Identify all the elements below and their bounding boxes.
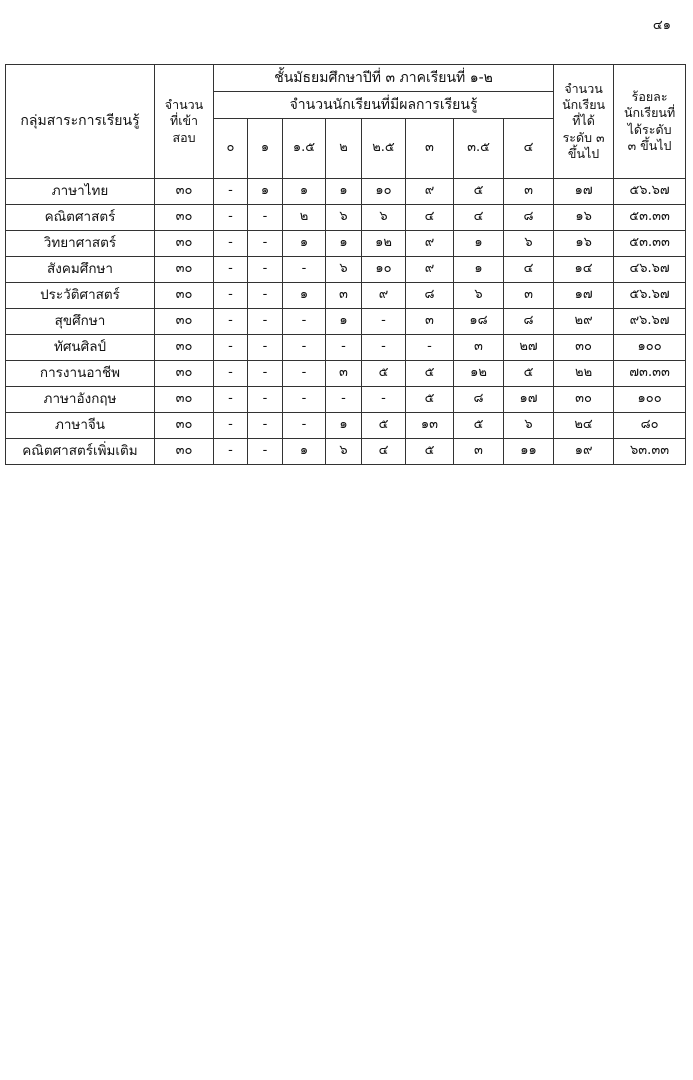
grade-header: ๔ — [504, 119, 554, 179]
grade-count-cell: ๑ — [283, 231, 326, 257]
table-row — [6, 413, 686, 439]
grade-count-cell: ๕ — [504, 361, 554, 387]
level-title-header: ชั้นมัธยมศึกษาปีที่ ๓ ภาคเรียนที่ ๑-๒ — [214, 65, 554, 92]
grade-count-cell: - — [214, 439, 248, 465]
subject-cell: ประวัติศาสตร์ — [6, 283, 155, 309]
page-number: ๔๑ — [652, 18, 671, 33]
grade-count-cell: ๕ — [406, 361, 454, 387]
tested-cell: ๓๐ — [155, 179, 214, 205]
grade-count-cell: ๔ — [362, 439, 406, 465]
subject-cell: คณิตศาสตร์ — [6, 205, 155, 231]
grade-count-cell: ๖ — [326, 257, 362, 283]
table-row — [6, 257, 686, 283]
subject-cell: ภาษาอังกฤษ — [6, 387, 155, 413]
grade-count-cell: - — [362, 309, 406, 335]
table-row — [6, 439, 686, 465]
grade-count-cell: - — [283, 335, 326, 361]
grade-count-cell: ๕ — [362, 413, 406, 439]
subject-cell: ทัศนศิลป์ — [6, 335, 155, 361]
grade-count-cell: - — [248, 361, 283, 387]
grade-header: ๓.๕ — [454, 119, 504, 179]
grade-count-cell: ๑๑ — [504, 439, 554, 465]
grade-count-cell: - — [248, 205, 283, 231]
percent-level3-cell: ๘๐ — [614, 413, 686, 439]
count-level3-cell: ๑๔ — [554, 257, 614, 283]
subject-cell: สังคมศึกษา — [6, 257, 155, 283]
table-row — [6, 283, 686, 309]
grade-distribution-table — [5, 64, 686, 465]
grade-count-cell: ๑๘ — [454, 309, 504, 335]
grade-header: ๒.๕ — [362, 119, 406, 179]
grade-count-cell: - — [214, 387, 248, 413]
grade-count-cell: ๓ — [504, 179, 554, 205]
tested-cell: ๓๐ — [155, 257, 214, 283]
grade-count-cell: ๙ — [406, 231, 454, 257]
percent-level3-cell: ๕๓.๓๓ — [614, 231, 686, 257]
grade-count-cell: ๖ — [454, 283, 504, 309]
percent-level3-cell: ๔๖.๖๗ — [614, 257, 686, 283]
grade-count-cell: ๓ — [406, 309, 454, 335]
grade-count-cell: ๓ — [326, 283, 362, 309]
grade-count-cell: - — [248, 231, 283, 257]
grade-count-cell: ๓ — [454, 439, 504, 465]
grade-count-cell: ๕ — [454, 413, 504, 439]
grade-count-cell: ๒๗ — [504, 335, 554, 361]
subject-cell: ภาษาจีน — [6, 413, 155, 439]
grade-count-cell: ๑ — [248, 179, 283, 205]
table-row — [6, 387, 686, 413]
count-level3-cell: ๑๖ — [554, 205, 614, 231]
count-level3-cell: ๒๙ — [554, 309, 614, 335]
grade-count-cell: ๑๒ — [454, 361, 504, 387]
grade-count-cell: ๕ — [406, 439, 454, 465]
percent-level3-header: ร้อยละ นักเรียนที่ ได้ระดับ ๓ ขึ้นไป — [614, 65, 686, 179]
grade-count-cell: - — [248, 309, 283, 335]
grade-count-cell: ๑ — [454, 257, 504, 283]
grade-count-cell: ๖ — [326, 439, 362, 465]
tested-cell: ๓๐ — [155, 283, 214, 309]
grade-count-cell: - — [248, 283, 283, 309]
subject-cell: วิทยาศาสตร์ — [6, 231, 155, 257]
grade-count-cell: ๕ — [406, 387, 454, 413]
tested-cell: ๓๐ — [155, 387, 214, 413]
grade-count-cell: - — [214, 413, 248, 439]
subject-cell: คณิตศาสตร์เพิ่มเติม — [6, 439, 155, 465]
grade-count-cell: ๑ — [283, 283, 326, 309]
percent-level3-cell: ๗๓.๓๓ — [614, 361, 686, 387]
grade-count-cell: ๑๐ — [362, 179, 406, 205]
grade-count-cell: ๙ — [362, 283, 406, 309]
grade-count-cell: ๑๓ — [406, 413, 454, 439]
table-row — [6, 309, 686, 335]
grade-count-cell: - — [214, 179, 248, 205]
tested-cell: ๓๐ — [155, 309, 214, 335]
grade-count-cell: - — [283, 257, 326, 283]
grade-count-cell: - — [214, 231, 248, 257]
grade-count-cell: ๑ — [326, 231, 362, 257]
tested-cell: ๓๐ — [155, 231, 214, 257]
count-level3-cell: ๑๙ — [554, 439, 614, 465]
subject-cell: สุขศึกษา — [6, 309, 155, 335]
grade-count-cell: ๑ — [283, 439, 326, 465]
grade-header: ๑ — [248, 119, 283, 179]
table-row — [6, 335, 686, 361]
grade-count-cell: ๖ — [504, 413, 554, 439]
grade-count-cell: ๔ — [406, 205, 454, 231]
count-level3-cell: ๑๗ — [554, 283, 614, 309]
count-level3-cell: ๑๗ — [554, 179, 614, 205]
grade-count-cell: ๑๒ — [362, 231, 406, 257]
subject-header: กลุ่มสาระการเรียนรู้ — [6, 65, 155, 179]
grade-count-cell: - — [248, 439, 283, 465]
count-level3-header: จำนวน นักเรียน ที่ได้ ระดับ ๓ ขึ้นไป — [554, 65, 614, 179]
grade-count-cell: - — [283, 413, 326, 439]
grade-count-cell: ๖ — [362, 205, 406, 231]
grade-count-cell: - — [406, 335, 454, 361]
grade-count-cell: - — [214, 309, 248, 335]
tested-cell: ๓๐ — [155, 439, 214, 465]
grade-count-cell: - — [248, 413, 283, 439]
grade-count-cell: - — [326, 387, 362, 413]
grade-count-cell: ๖ — [326, 205, 362, 231]
grade-count-cell: ๑ — [283, 179, 326, 205]
grade-count-cell: - — [283, 387, 326, 413]
grade-count-cell: ๙ — [406, 257, 454, 283]
grade-count-cell: ๘ — [504, 205, 554, 231]
percent-level3-cell: ๕๖.๖๗ — [614, 179, 686, 205]
grade-header: ๑.๕ — [283, 119, 326, 179]
grade-count-cell: ๙ — [406, 179, 454, 205]
grade-count-cell: ๔ — [454, 205, 504, 231]
grade-header: ๐ — [214, 119, 248, 179]
grade-count-cell: ๑๗ — [504, 387, 554, 413]
grade-count-cell: - — [362, 335, 406, 361]
percent-level3-cell: ๑๐๐ — [614, 335, 686, 361]
grade-count-cell: - — [283, 309, 326, 335]
grade-count-cell: ๑ — [454, 231, 504, 257]
grade-count-cell: - — [214, 257, 248, 283]
grade-header: ๒ — [326, 119, 362, 179]
grade-header: ๓ — [406, 119, 454, 179]
count-level3-cell: ๒๒ — [554, 361, 614, 387]
grade-count-cell: - — [283, 361, 326, 387]
grade-count-cell: ๘ — [406, 283, 454, 309]
tested-cell: ๓๐ — [155, 413, 214, 439]
tested-cell: ๓๐ — [155, 335, 214, 361]
subject-cell: การงานอาชีพ — [6, 361, 155, 387]
grade-count-cell: ๑ — [326, 179, 362, 205]
grade-count-cell: ๘ — [454, 387, 504, 413]
grade-count-cell: ๒ — [283, 205, 326, 231]
grade-count-cell: ๑๐ — [362, 257, 406, 283]
grade-count-cell: ๓ — [504, 283, 554, 309]
percent-level3-cell: ๕๓.๓๓ — [614, 205, 686, 231]
grade-count-cell: ๓ — [326, 361, 362, 387]
percent-level3-cell: ๖๓.๓๓ — [614, 439, 686, 465]
grade-count-cell: ๕ — [454, 179, 504, 205]
table-row — [6, 205, 686, 231]
grade-count-cell: - — [248, 257, 283, 283]
count-level3-cell: ๓๐ — [554, 387, 614, 413]
percent-level3-cell: ๙๖.๖๗ — [614, 309, 686, 335]
count-level3-cell: ๑๖ — [554, 231, 614, 257]
subject-cell: ภาษาไทย — [6, 179, 155, 205]
grade-count-cell: - — [248, 335, 283, 361]
grade-count-cell: - — [214, 361, 248, 387]
grade-count-cell: - — [214, 335, 248, 361]
table-row — [6, 179, 686, 205]
tested-header: จำนวน ที่เข้า สอบ — [155, 65, 214, 179]
table-row — [6, 231, 686, 257]
grade-count-cell: ๕ — [362, 361, 406, 387]
grade-count-cell: ๑ — [326, 413, 362, 439]
grade-group-header: จำนวนนักเรียนที่มีผลการเรียนรู้ — [214, 92, 554, 119]
table-row — [6, 361, 686, 387]
tested-cell: ๓๐ — [155, 361, 214, 387]
percent-level3-cell: ๑๐๐ — [614, 387, 686, 413]
count-level3-cell: ๒๔ — [554, 413, 614, 439]
grade-count-cell: ๑ — [326, 309, 362, 335]
grade-count-cell: ๖ — [504, 231, 554, 257]
grade-count-cell: - — [214, 205, 248, 231]
grade-count-cell: - — [326, 335, 362, 361]
grade-count-cell: ๓ — [454, 335, 504, 361]
grade-count-cell: ๘ — [504, 309, 554, 335]
count-level3-cell: ๓๐ — [554, 335, 614, 361]
grade-count-cell: - — [214, 283, 248, 309]
percent-level3-cell: ๕๖.๖๗ — [614, 283, 686, 309]
grade-count-cell: - — [362, 387, 406, 413]
tested-cell: ๓๐ — [155, 205, 214, 231]
grade-count-cell: ๔ — [504, 257, 554, 283]
grade-count-cell: - — [248, 387, 283, 413]
